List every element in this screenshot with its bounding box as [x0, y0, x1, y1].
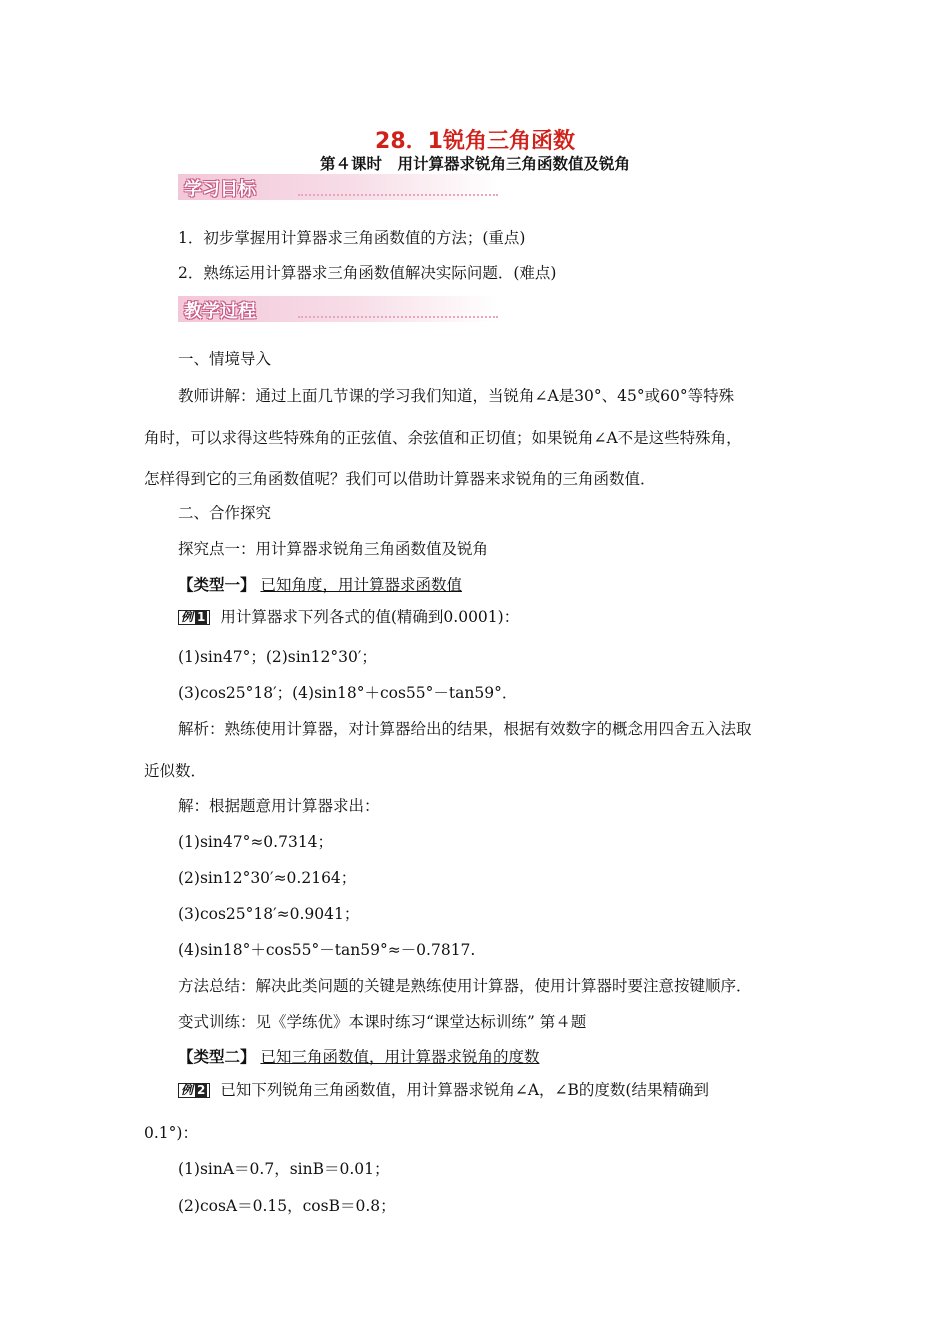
- banner-divider: [298, 316, 498, 318]
- section-heading-intro: 一、情境导入: [178, 350, 272, 368]
- variant-training: 变式训练：见《学练优》本课时练习“课堂达标训练” 第４题: [178, 1013, 587, 1031]
- intro-paragraph-line: 怎样得到它的三角函数值呢？我们可以借助计算器来求锐角的三角函数值．: [144, 470, 656, 488]
- example-badge-2: 例 2: [178, 1083, 210, 1098]
- type-1-label: 【类型一】: [178, 575, 256, 594]
- objective-2: 2．熟练运用计算器求三角函数值解决实际问题．(难点): [178, 264, 557, 282]
- type-1-title: 已知角度，用计算器求函数值: [260, 576, 462, 594]
- solution-answer: (1)sin47°≈0.7314；: [178, 833, 334, 851]
- example-1: [178, 607, 519, 627]
- example-2-question: (1)sinA＝0.7，sinB＝0.01；: [178, 1160, 390, 1178]
- type-2-label: 【类型二】: [178, 1047, 256, 1066]
- example-2-question: (2)cosA＝0.15，cosB＝0.8；: [178, 1197, 396, 1215]
- example-2-text-cont: 0.1°)：: [144, 1124, 198, 1142]
- analysis-line: 解析：熟练使用计算器，对计算器给出的结果，根据有效数字的概念用四舍五入法取: [178, 720, 752, 738]
- solution-answer: (4)sin18°＋cos55°－tan59°≈－0.7817.: [178, 941, 476, 959]
- example-2: [178, 1080, 709, 1100]
- intro-paragraph-line: 教师讲解：通过上面几节课的学习我们知道，当锐角∠A是30°、45°或60°等特殊: [178, 387, 735, 405]
- type-2-heading: [178, 1047, 539, 1067]
- explore-point-1: 探究点一：用计算器求锐角三角函数值及锐角: [178, 540, 489, 558]
- example-2-text: 已知下列锐角三角函数值，用计算器求锐角∠A，∠B的度数(结果精确到: [220, 1081, 709, 1099]
- type-1-heading: [178, 575, 462, 595]
- solution-answer: (2)sin12°30′≈0.2164；: [178, 869, 357, 887]
- page-title: 28．1锐角三角函数: [375, 129, 575, 154]
- analysis-line: 近似数．: [144, 762, 207, 780]
- objectives-banner: [178, 174, 498, 200]
- method-summary: 方法总结：解决此类问题的关键是熟练使用计算器，使用计算器时要注意按键顺序．: [178, 977, 752, 995]
- objective-1: 1．初步掌握用计算器求三角函数值的方法；(重点): [178, 229, 526, 247]
- example-1-question: (3)cos25°18′；(4)sin18°＋cos55°－tan59°．: [178, 684, 518, 702]
- solution-answer: (3)cos25°18′≈0.9041；: [178, 905, 360, 923]
- example-badge-1: 例 1: [178, 610, 210, 625]
- process-banner: [178, 296, 498, 322]
- example-1-text: 用计算器求下列各式的值(精确到0.0001)：: [220, 608, 520, 626]
- intro-paragraph-line: 角时，可以求得这些特殊角的正弦值、余弦值和正切值；如果锐角∠A不是这些特殊角，: [144, 429, 742, 447]
- objectives-banner-label: 学习目标: [184, 179, 256, 200]
- page-subtitle: 第４课时 用计算器求锐角三角函数值及锐角: [319, 155, 630, 173]
- example-1-question: (1)sin47°；(2)sin12°30′；: [178, 648, 377, 666]
- type-2-title: 已知三角函数值，用计算器求锐角的度数: [260, 1048, 540, 1066]
- banner-divider: [298, 194, 498, 196]
- section-heading-explore: 二、合作探究: [178, 504, 272, 522]
- solution-intro: 解：根据题意用计算器求出：: [178, 797, 380, 815]
- process-banner-label: 教学过程: [184, 301, 256, 322]
